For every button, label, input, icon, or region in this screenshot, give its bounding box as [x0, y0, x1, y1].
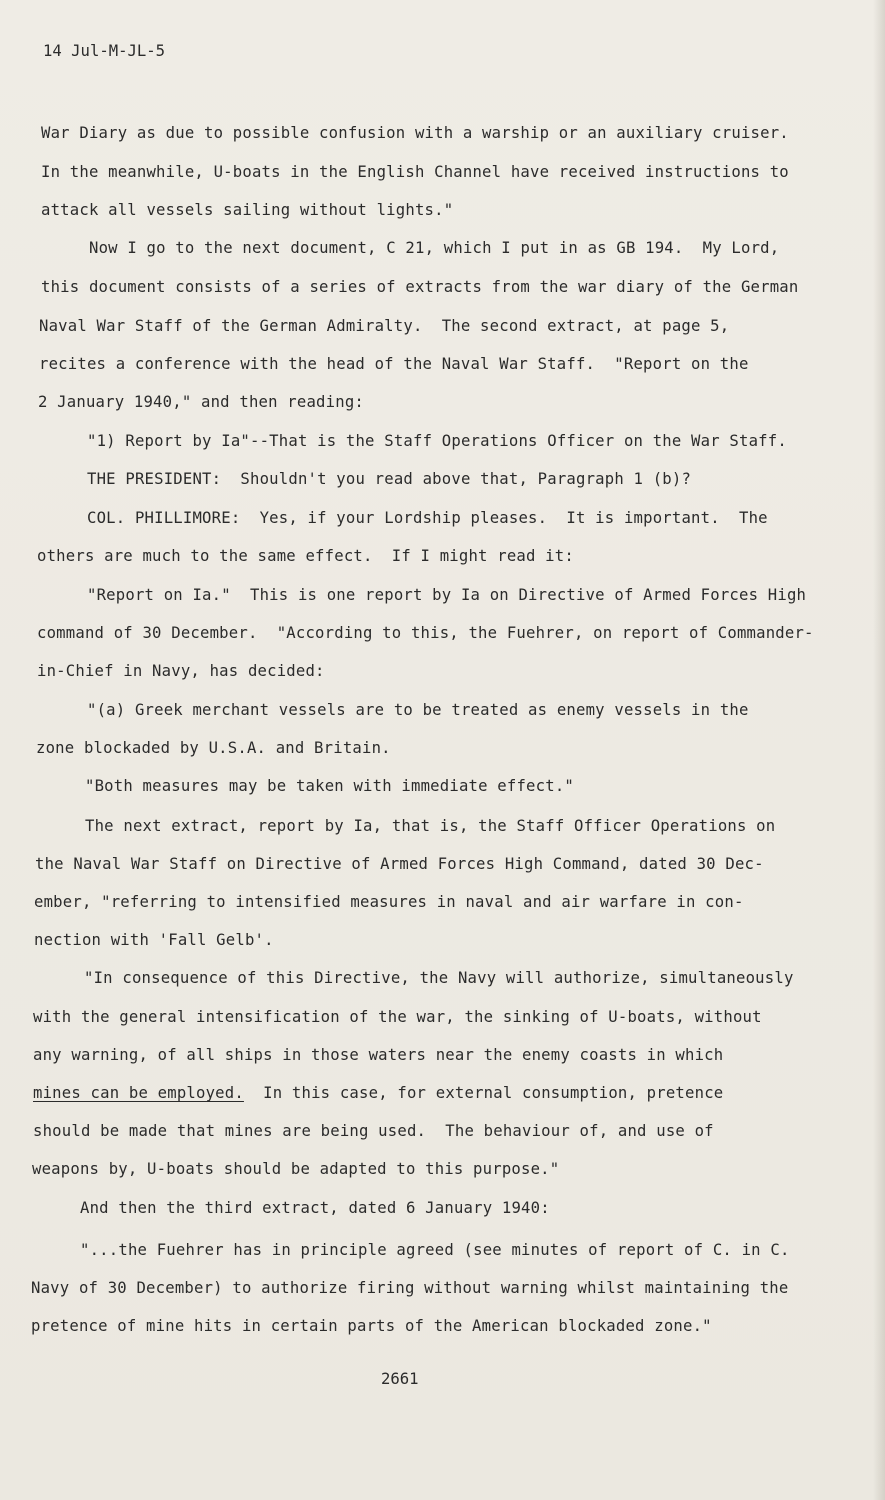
text-line: with the general intensification of the war, the sinking of U-boats, without: [33, 1008, 762, 1026]
text-line: zone blockaded by U.S.A. and Britain.: [36, 739, 391, 757]
text-line: THE PRESIDENT: Shouldn't you read above that, Paragraph 1 (b)?: [87, 470, 692, 488]
text-line: COL. PHILLIMORE: Yes, if your Lordship pleases. It is important. The: [87, 509, 768, 527]
text-line: Now I go to the next document, C 21, which I put in as GB 194. My Lord,: [89, 239, 780, 257]
text-line: pretence of mine hits in certain parts of the American blockaded zone.": [31, 1317, 712, 1335]
text-line: this document consists of a series of extracts from the war diary of the German: [41, 278, 799, 296]
text-line: weapons by, U-boats should be adapted to this purpose.": [32, 1160, 560, 1178]
text-line: In the meanwhile, U-boats in the English Channel have received instructions to: [41, 163, 789, 181]
text-line: nection with 'Fall Gelb'.: [34, 931, 274, 949]
text-line: "(a) Greek merchant vessels are to be treated as enemy vessels in the: [87, 701, 749, 719]
page-number: 2661: [381, 1370, 419, 1388]
text-line: War Diary as due to possible confusion with a warship or an auxiliary cruiser.: [41, 124, 789, 142]
text-line: 2 January 1940," and then reading:: [38, 393, 364, 411]
header-reference: 14 Jul-M-JL-5: [43, 42, 166, 60]
text-line: "Both measures may be taken with immediate effect.": [85, 777, 574, 795]
text-line: attack all vessels sailing without lights.": [41, 201, 454, 219]
text-line: "Report on Ia." This is one report by Ia on Directive of Armed Forces High: [87, 586, 807, 604]
text-line: "1) Report by Ia"--That is the Staff Operations Officer on the War Staff.: [87, 432, 787, 450]
text-line: Naval War Staff of the German Admiralty. The second extract, at page 5,: [39, 317, 730, 335]
text-line: Navy of 30 December) to authorize firing without warning whilst maintaining the: [31, 1279, 789, 1297]
text-line: And then the third extract, dated 6 January 1940:: [80, 1199, 550, 1217]
text-segment: In this case, for external consumption, pretence: [263, 1084, 724, 1102]
underlined-phrase: mines can be employed.: [33, 1084, 244, 1102]
text-line-underlined: [33, 1083, 723, 1103]
text-line: ember, "referring to intensified measures in naval and air warfare in con-: [34, 893, 744, 911]
text-line: in-Chief in Navy, has decided:: [37, 662, 325, 680]
text-line: The next extract, report by Ia, that is, the Staff Officer Operations on: [85, 817, 776, 835]
text-line: recites a conference with the head of the Naval War Staff. "Report on the: [39, 355, 749, 373]
text-line: should be made that mines are being used. The behaviour of, and use of: [33, 1122, 714, 1140]
text-line: the Naval War Staff on Directive of Armed Forces High Command, dated 30 Dec-: [35, 855, 764, 873]
text-line: any warning, of all ships in those waters near the enemy coasts in which: [33, 1046, 724, 1064]
text-line: others are much to the same effect. If I might read it:: [37, 547, 574, 565]
text-line: command of 30 December. "According to this, the Fuehrer, on report of Commander-: [37, 624, 814, 642]
text-line: "...the Fuehrer has in principle agreed (see minutes of report of C. in C.: [80, 1241, 790, 1259]
text-line: "In consequence of this Directive, the Navy will authorize, simultaneously: [84, 969, 794, 987]
